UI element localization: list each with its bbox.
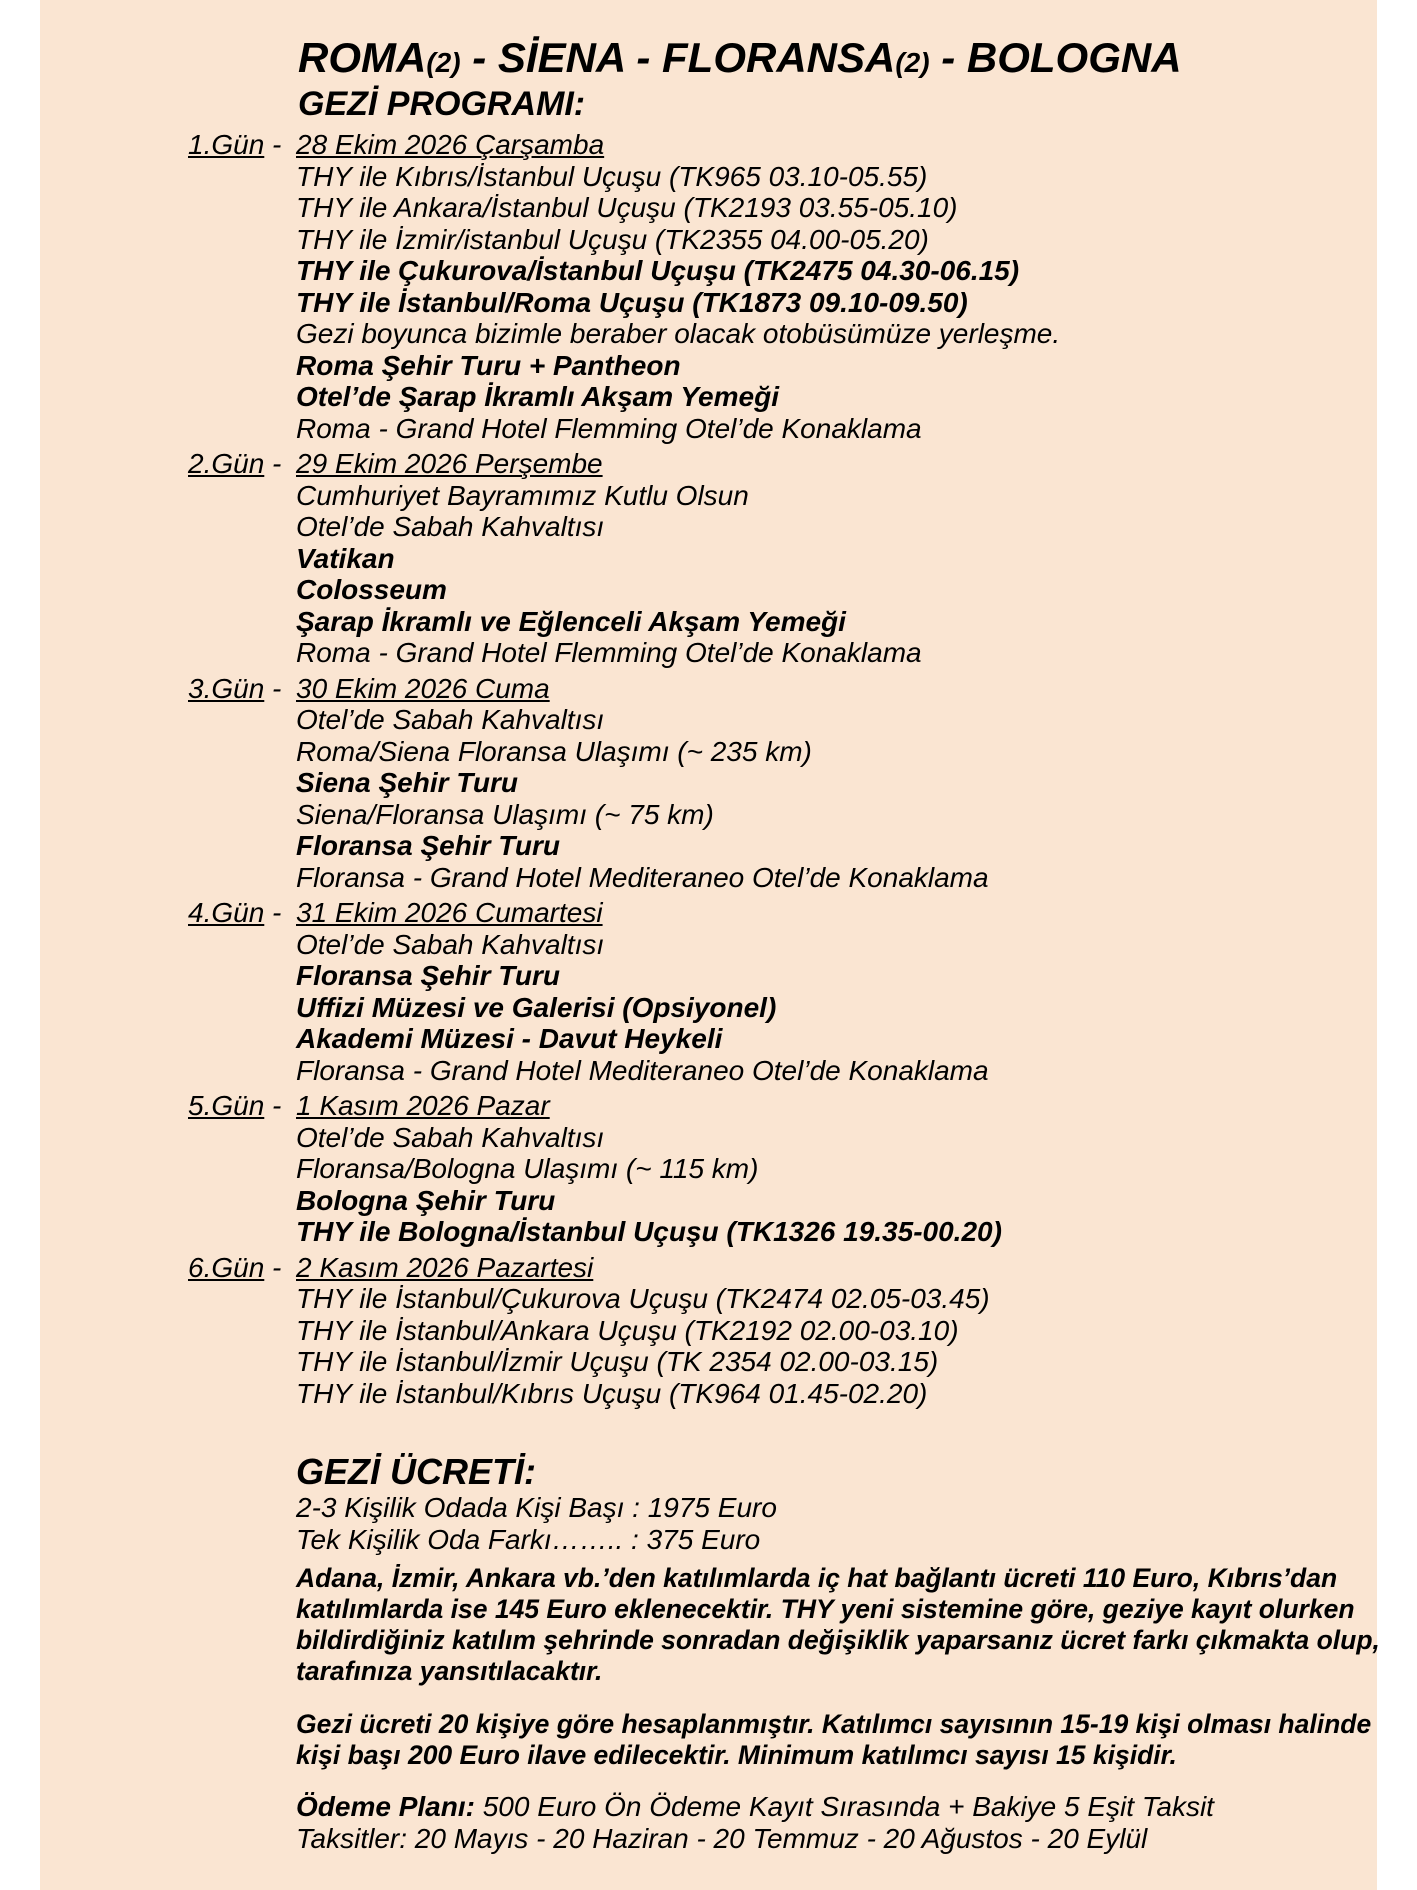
- program-item: Otel’de Sabah Kahvaltısı: [296, 511, 605, 542]
- program-day: [188, 1252, 1408, 1410]
- program-item: Floransa - Grand Hotel Mediteraneo Otel’de Konaklama: [296, 1054, 989, 1086]
- program-item: Akademi Müzesi - Davut Heykeli: [296, 1023, 723, 1054]
- program-heading: GEZİ PROGRAMI:: [298, 85, 586, 123]
- day-date: 29 Ekim 2026 Perşembe: [296, 448, 603, 479]
- program-item: Roma/Siena Floransa Ulaşımı (~ 235 km): [296, 735, 812, 767]
- day-items: [296, 929, 1408, 1087]
- day-date: 31 Ekim 2026 Cumartesi: [296, 897, 603, 928]
- day-header: [188, 1252, 1408, 1284]
- program-day: [188, 448, 1408, 669]
- day-program: [188, 129, 1408, 1413]
- day-header: [188, 897, 1408, 929]
- day-number-label: 6.Gün: [188, 1251, 265, 1283]
- program-item: THY ile Çukurova/İstanbul Uçuşu (TK2475 04.30-06.15): [296, 255, 1020, 286]
- program-day: [188, 673, 1408, 894]
- price-single-supplement: Tek Kişilik Oda Farkı…….. : 375 Euro: [296, 1523, 761, 1555]
- program-item: Floransa Şehir Turu: [296, 830, 560, 861]
- payment-plan: [296, 1771, 1416, 1823]
- program-day: [188, 129, 1408, 444]
- price-section: [296, 1452, 1416, 1854]
- title-part-roma: ROMA: [298, 34, 427, 81]
- program-item: Floransa Şehir Turu: [296, 960, 560, 991]
- payment-plan-label: Ödeme Planı:: [296, 1791, 475, 1822]
- program-item: Roma - Grand Hotel Flemming Otel’de Konaklama: [296, 412, 922, 444]
- day-separator: -: [264, 1251, 282, 1283]
- program-item: Siena Şehir Turu: [296, 767, 518, 798]
- day-number: [188, 673, 296, 705]
- payment-plan-text: 500 Euro Ön Ödeme Kayıt Sırasında + Bakiye 5 Eşit Taksit: [474, 1791, 1214, 1822]
- program-item: Siena/Floransa Ulaşımı (~ 75 km): [296, 798, 714, 830]
- program-item: THY ile İzmir/istanbul Uçuşu (TK2355 04.00-05.20): [296, 223, 929, 255]
- program-item: Floransa - Grand Hotel Mediteraneo Otel’de Konaklama: [296, 861, 989, 893]
- price-heading: GEZİ ÜCRETİ:: [296, 1451, 536, 1492]
- day-number: [188, 448, 296, 480]
- day-number: [188, 1252, 296, 1284]
- day-date: 1 Kasım 2026 Pazar: [296, 1090, 550, 1121]
- group-size-note: Gezi ücreti 20 kişiye göre hesaplanmıştır. Katılımcı sayısının 15-19 kişi olması halinde kişi başı 200 Euro ilave edilecektir. Minimum katılımcı sayısı 15 kişidir.: [296, 1709, 1372, 1770]
- program-item: THY ile Kıbrıs/İstanbul Uçuşu (TK965 03.10-05.55): [296, 160, 928, 192]
- title-part-siena-floransa: - SİENA - FLORANSA: [460, 34, 896, 81]
- tour-title: [298, 32, 1182, 89]
- domestic-connection-note: Adana, İzmir, Ankara vb.’den katılımlarda iç hat bağlantı ücreti 110 Euro, Kıbrıs’dan katılımlarda ise 145 Euro eklenecektir. THY yeni sistemine göre, geziye kayıt olurken bildirdiğiniz katılım şehrinde sonradan değişiklik yaparsanız ücret farkı çıkmakta olup, tarafınıza yansıtılacaktır.: [296, 1563, 1380, 1686]
- program-item: THY ile İstanbul/İzmir Uçuşu (TK 2354 02.00-03.15): [296, 1346, 939, 1377]
- program-item: Otel’de Sabah Kahvaltısı: [296, 928, 605, 960]
- day-header: [188, 448, 1408, 480]
- program-item: Otel’de Sabah Kahvaltısı: [296, 1121, 605, 1153]
- day-date: 28 Ekim 2026 Çarşamba: [296, 129, 605, 160]
- day-separator: -: [264, 897, 282, 928]
- day-number: [188, 1090, 296, 1122]
- program-item: Otel’de Sabah Kahvaltısı: [296, 704, 605, 735]
- title-nights-roma: (2): [426, 47, 461, 78]
- program-item: THY ile Bologna/İstanbul Uçuşu (TK1326 19.35-00.20): [296, 1216, 1002, 1247]
- day-separator: -: [264, 129, 282, 160]
- program-item: Otel’de Şarap İkramlı Akşam Yemeği: [296, 381, 779, 412]
- day-separator: -: [264, 672, 282, 704]
- day-number-label: 3.Gün: [188, 672, 265, 704]
- day-items: [296, 704, 1408, 893]
- program-item: THY ile Ankara/İstanbul Uçuşu (TK2193 03.55-05.10): [296, 192, 958, 223]
- program-item: Şarap İkramlı ve Eğlenceli Akşam Yemeği: [296, 605, 846, 637]
- program-item: Roma Şehir Turu + Pantheon: [296, 349, 681, 381]
- day-separator: -: [264, 448, 282, 479]
- price-double-room: 2-3 Kişilik Odada Kişi Başı : 1975 Euro: [296, 1492, 777, 1523]
- program-item: THY ile İstanbul/Roma Uçuşu (TK1873 09.10-09.50): [296, 286, 968, 318]
- program-item: Colosseum: [296, 574, 447, 605]
- program-item: Gezi boyunca bizimle beraber olacak otobüsümüze yerleşme.: [296, 318, 1061, 349]
- program-item: Roma - Grand Hotel Flemming Otel’de Konaklama: [296, 637, 922, 668]
- program-item: Bologna Şehir Turu: [296, 1184, 556, 1216]
- program-item: THY ile İstanbul/Ankara Uçuşu (TK2192 02.00-03.10): [296, 1314, 959, 1346]
- day-header: [188, 129, 1408, 161]
- program-item: Vatikan: [296, 542, 395, 574]
- day-date: 30 Ekim 2026 Cuma: [296, 672, 550, 704]
- day-number-label: 1.Gün: [188, 129, 265, 160]
- title-part-bologna: - BOLOGNA: [929, 34, 1182, 81]
- day-items: [296, 161, 1408, 445]
- title-nights-floransa: (2): [895, 47, 930, 78]
- day-items: [296, 480, 1408, 669]
- program-item: Floransa/Bologna Ulaşımı (~ 115 km): [296, 1153, 759, 1184]
- day-items: [296, 1122, 1408, 1248]
- document-page: [40, 0, 1380, 1890]
- program-day: [188, 1090, 1408, 1248]
- program-item: THY ile İstanbul/Çukurova Uçuşu (TK2474 02.05-03.45): [296, 1283, 990, 1314]
- day-number: [188, 897, 296, 929]
- installment-dates: Taksitler: 20 Mayıs - 20 Haziran - 20 Temmuz - 20 Ağustos - 20 Eylül: [296, 1822, 1148, 1854]
- day-separator: -: [264, 1090, 282, 1121]
- program-item: Uffizi Müzesi ve Galerisi (Opsiyonel): [296, 991, 777, 1023]
- day-items: [296, 1283, 1408, 1409]
- day-number-label: 5.Gün: [188, 1090, 265, 1121]
- day-number-label: 2.Gün: [188, 448, 265, 479]
- day-header: [188, 1090, 1408, 1122]
- day-header: [188, 673, 1408, 705]
- program-item: Cumhuriyet Bayramımız Kutlu Olsun: [296, 479, 749, 511]
- day-date: 2 Kasım 2026 Pazartesi: [296, 1251, 594, 1283]
- program-item: THY ile İstanbul/Kıbrıs Uçuşu (TK964 01.45-02.20): [296, 1377, 928, 1409]
- day-number: [188, 129, 296, 161]
- day-number-label: 4.Gün: [188, 897, 265, 928]
- program-day: [188, 897, 1408, 1086]
